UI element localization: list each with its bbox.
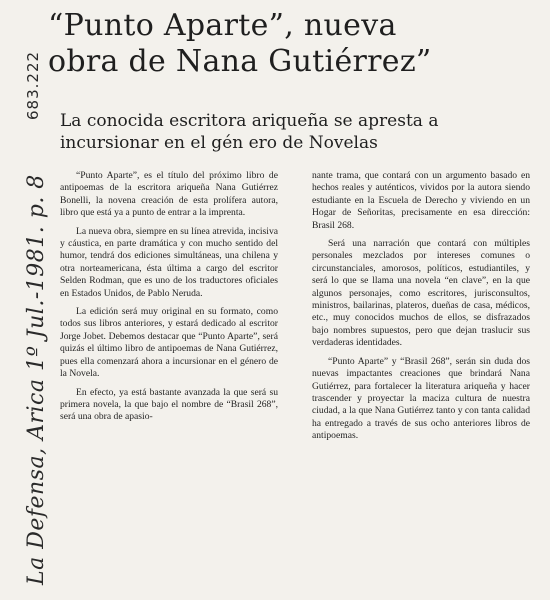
subheadline-line-1: La conocida escritora ariqueña se apresta a (60, 111, 439, 131)
paragraph: “Punto Aparte”, es el título del próximo libro de antipoemas de la escritora ariqueña Nana Gutiérrez Bonelli, la novena creación de esta prolífera autora, libro que está ya a punto de entrar a la imprenta. (60, 170, 278, 219)
catalog-number: 683.222 (24, 50, 42, 120)
paragraph: En efecto, ya está bastante avanzada la que será su primera novela, la que bajo el nombre de “Brasil 268”, será una obra de apasio- (60, 386, 278, 423)
article-subheadline (60, 110, 540, 154)
paragraph: Será una narración que contará con múltiples personales mezclados por intereses comunes o circunstanciales, amorosos, políticos, estudiantiles, y será lo que se llama una novela “en clave”, en la que algunos personajes, como escritores, jurisconsultos, ministros, bailarinas, plateros, dueñas de casa, médicos, etc., muy conocidos muchos de ellos, se disfrazados bajo nombres supuestos, pero que dejan traslucir sus verdaderas identidades. (312, 238, 530, 349)
handwritten-margin-note (0, 0, 49, 600)
paragraph: La edición será muy original en su formato, como todos sus libros anteriores, y estará dedicado al escritor Jorge Jobet. Debemos destacar que “Punto Aparte”, será quizás el último libro de antipoemas de Nana Gutiérrez, pues ella comenzará ahora a incursionar en el género de la Novela. (60, 306, 278, 380)
headline-line-2: obra de Nana Gutiérrez” (48, 44, 432, 79)
article-headline (48, 8, 548, 80)
article-column-right (312, 170, 530, 443)
paragraph: La nueva obra, siempre en su línea atrevida, incisiva y cáustica, en parte dramática y con mucho sentido del humor, tendrá dos ediciones simultáneas, una chilena y otra norteamericana, ésta última a cargo del escritor Selden Rodman, que es uno de los traductores oficiales en Estados Unidos, de Pablo Neruda. (60, 225, 278, 299)
paragraph: “Punto Aparte” y “Brasil 268”, serán sin duda dos nuevas impactantes creaciones que brindará Nana Gutiérrez, para fortalecer la literatura ariqueña y hacer trascender y proyectar la maciza cultura de nuestra ciudad, a la que Nana Gutiérrez tanto y con tanta calidad ha entregado a través de sus ocho anteriores libros de antipoemas. (312, 355, 530, 442)
handwritten-source-citation: La Defensa, Arica 1º Jul.-1981. p. 8 (24, 174, 49, 585)
subheadline-line-2: incursionar en el gén ero de Novelas (60, 133, 378, 153)
paragraph: nante trama, que contará con un argumento basado en hechos reales y auténticos, vividos por la autora siendo estudiante en la Escuela de Derecho y viviendo en un Hogar de Señoritas, precisamente en esa dirección: Brasil 268. (312, 170, 530, 231)
headline-line-1: “Punto Aparte”, nueva (48, 8, 397, 43)
article-column-left (60, 170, 278, 424)
